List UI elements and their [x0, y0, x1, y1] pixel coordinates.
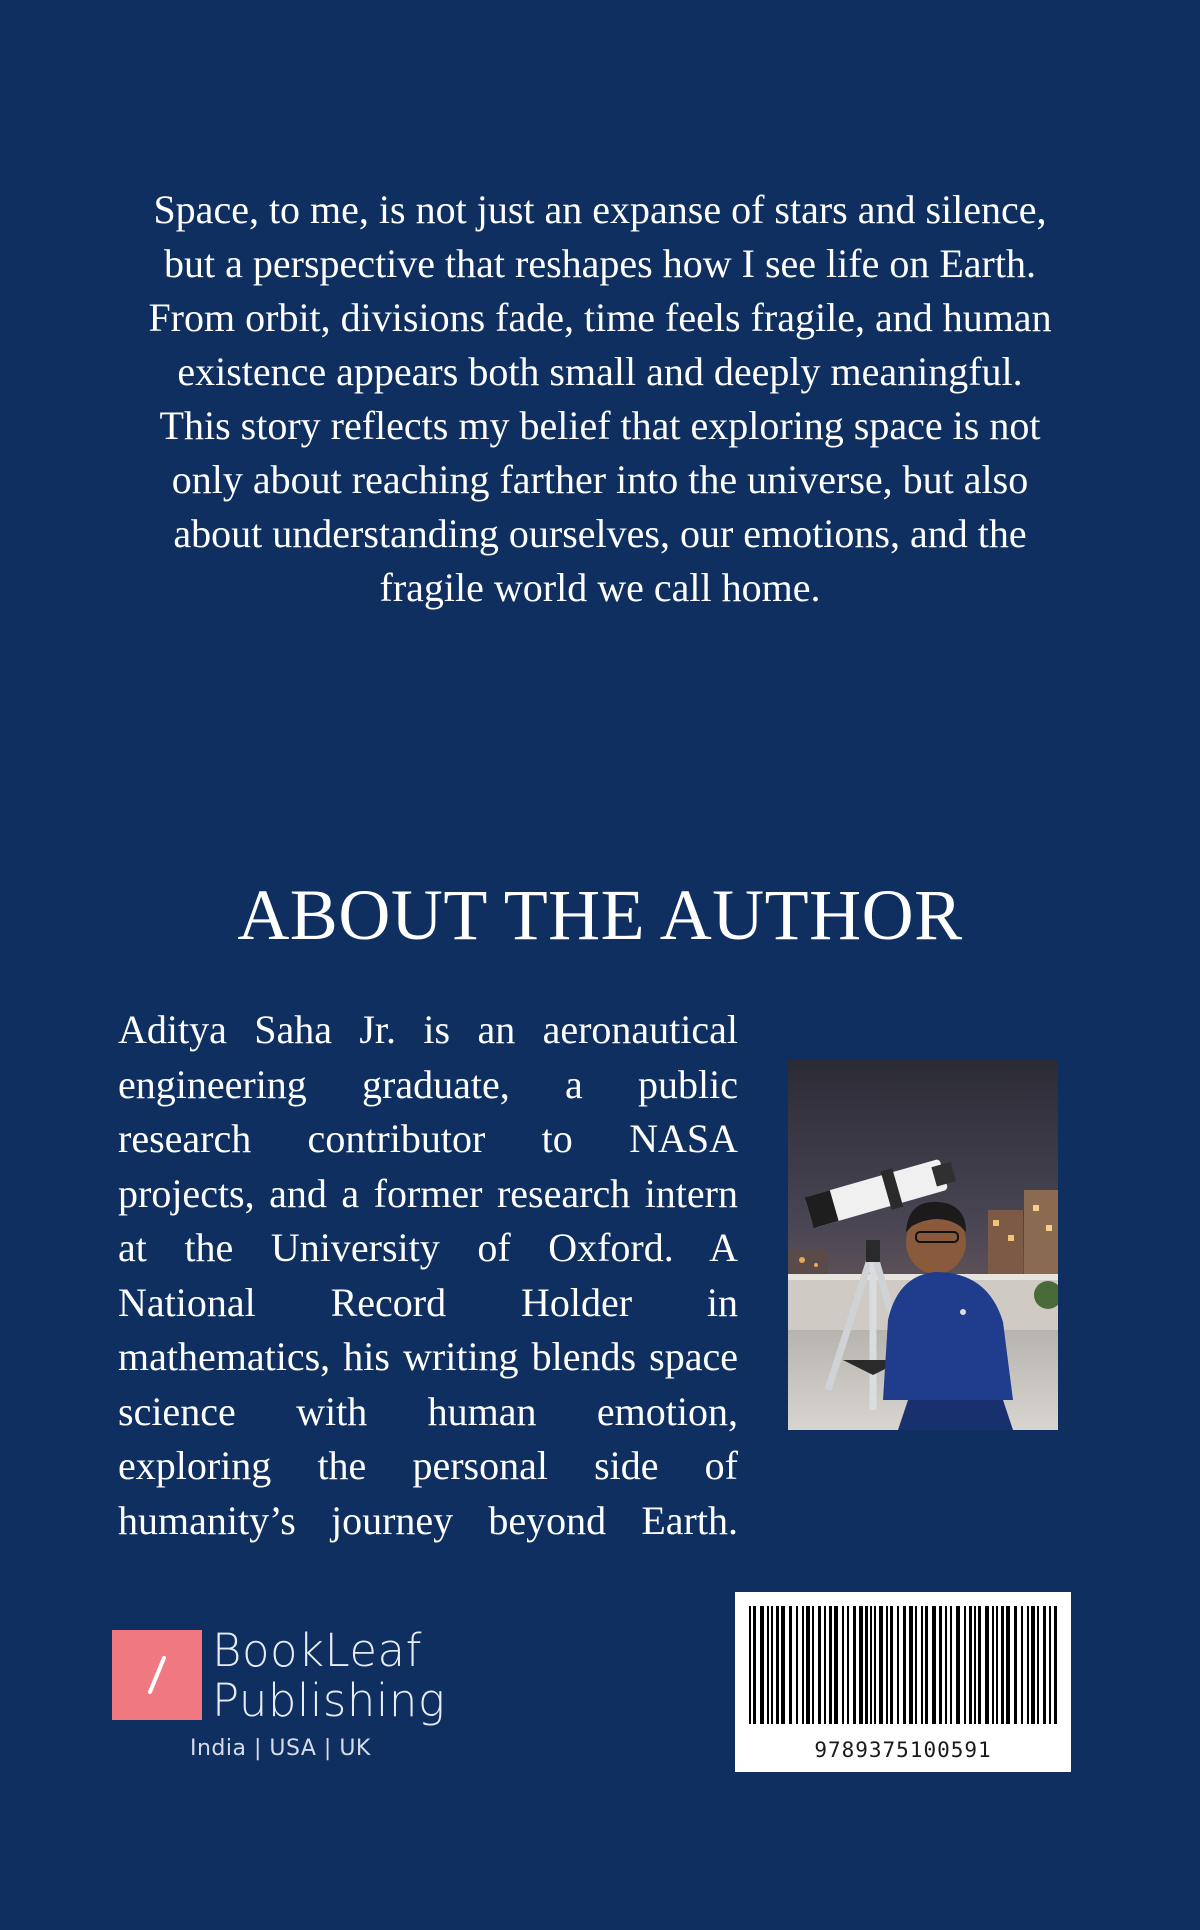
barcode-bar	[1043, 1606, 1046, 1724]
barcode-bar	[874, 1606, 876, 1724]
barcode-bar	[939, 1606, 942, 1724]
barcode-bar	[760, 1606, 764, 1724]
barcode-bar	[996, 1606, 998, 1724]
isbn-barcode	[735, 1592, 1071, 1772]
barcode-bar	[1049, 1606, 1051, 1724]
barcode-bar	[890, 1606, 893, 1724]
barcode-bar	[1021, 1606, 1023, 1724]
barcode-bar	[956, 1606, 960, 1724]
barcode-bar	[925, 1606, 928, 1724]
barcode-bar	[879, 1606, 883, 1724]
publisher-name-line1: BookLeaf	[212, 1624, 422, 1677]
barcode-bar	[992, 1606, 994, 1724]
barcode-bar	[818, 1606, 821, 1724]
barcode-bar	[1006, 1606, 1010, 1724]
barcode-bar	[812, 1606, 814, 1724]
author-bio: Aditya Saha Jr. is an aeronautical engineering graduate, a public research contributor to NASA projects, and a former research intern at the University of Oxford. A National Record Holder in mathematics, his writing blends space science with human emotion, exploring the personal side of humanity’s journey beyond Earth.	[118, 1007, 738, 1543]
barcode-bar	[886, 1606, 888, 1724]
barcode-bar	[921, 1606, 923, 1724]
barcode-bar	[749, 1606, 751, 1724]
barcode-bar	[853, 1606, 856, 1724]
barcode-bar	[824, 1606, 826, 1724]
barcode-bar	[1054, 1606, 1057, 1724]
bookleaf-logo-icon	[112, 1630, 202, 1720]
barcode-bar	[1027, 1606, 1029, 1724]
publisher-logo	[112, 1624, 472, 1770]
barcode-bar	[789, 1606, 792, 1724]
barcode-bar	[932, 1606, 936, 1724]
barcode-bar	[974, 1606, 976, 1724]
barcode-bar	[909, 1606, 913, 1724]
about-author-heading: ABOUT THE AUTHOR	[237, 875, 963, 955]
barcode-bar	[859, 1606, 863, 1724]
barcode-bar	[1037, 1606, 1039, 1724]
barcode-bar	[978, 1606, 981, 1724]
publisher-name	[212, 1626, 445, 1726]
barcode-bar	[767, 1606, 769, 1724]
barcode-bar	[776, 1606, 779, 1724]
barcode-bar	[903, 1606, 906, 1724]
barcode-bar	[771, 1606, 773, 1724]
barcode-bar	[985, 1606, 989, 1724]
publisher-name-line2: Publishing	[212, 1674, 446, 1727]
barcode-bar	[865, 1606, 868, 1724]
barcode-bar	[847, 1606, 849, 1724]
barcode-bar	[870, 1606, 872, 1724]
author-photo	[788, 1060, 1058, 1430]
barcode-bar	[1031, 1606, 1035, 1724]
barcode-bar	[796, 1606, 798, 1724]
barcode-bar	[753, 1606, 756, 1724]
barcode-bar	[834, 1606, 838, 1724]
barcode-bar	[897, 1606, 899, 1724]
barcode-bar	[915, 1606, 917, 1724]
barcode-bar	[802, 1606, 804, 1724]
barcode-bars	[735, 1592, 1071, 1732]
barcode-bar	[781, 1606, 785, 1724]
barcode-bar	[806, 1606, 810, 1724]
barcode-bar	[842, 1606, 844, 1724]
barcode-bar	[964, 1606, 966, 1724]
publisher-regions: India | USA | UK	[190, 1736, 371, 1761]
barcode-bar	[950, 1606, 952, 1724]
barcode-bar	[829, 1606, 832, 1724]
isbn-number: 9789375100591	[814, 1738, 992, 1762]
barcode-bar	[1014, 1606, 1017, 1724]
barcode-bar	[945, 1606, 947, 1724]
barcode-bar	[969, 1606, 972, 1724]
book-blurb: Space, to me, is not just an expanse of stars and silence, but a perspective that reshapes how I see life on Earth. From orbit, divisions fade, time feels fragile, and human existence appears both small and deeply meaningful. This story reflects my belief that exploring space is not only about reaching farther into the universe, but also about understanding ourselves, our emotions, and the fragile world we call home.	[148, 187, 1052, 610]
barcode-bar	[1001, 1606, 1004, 1724]
